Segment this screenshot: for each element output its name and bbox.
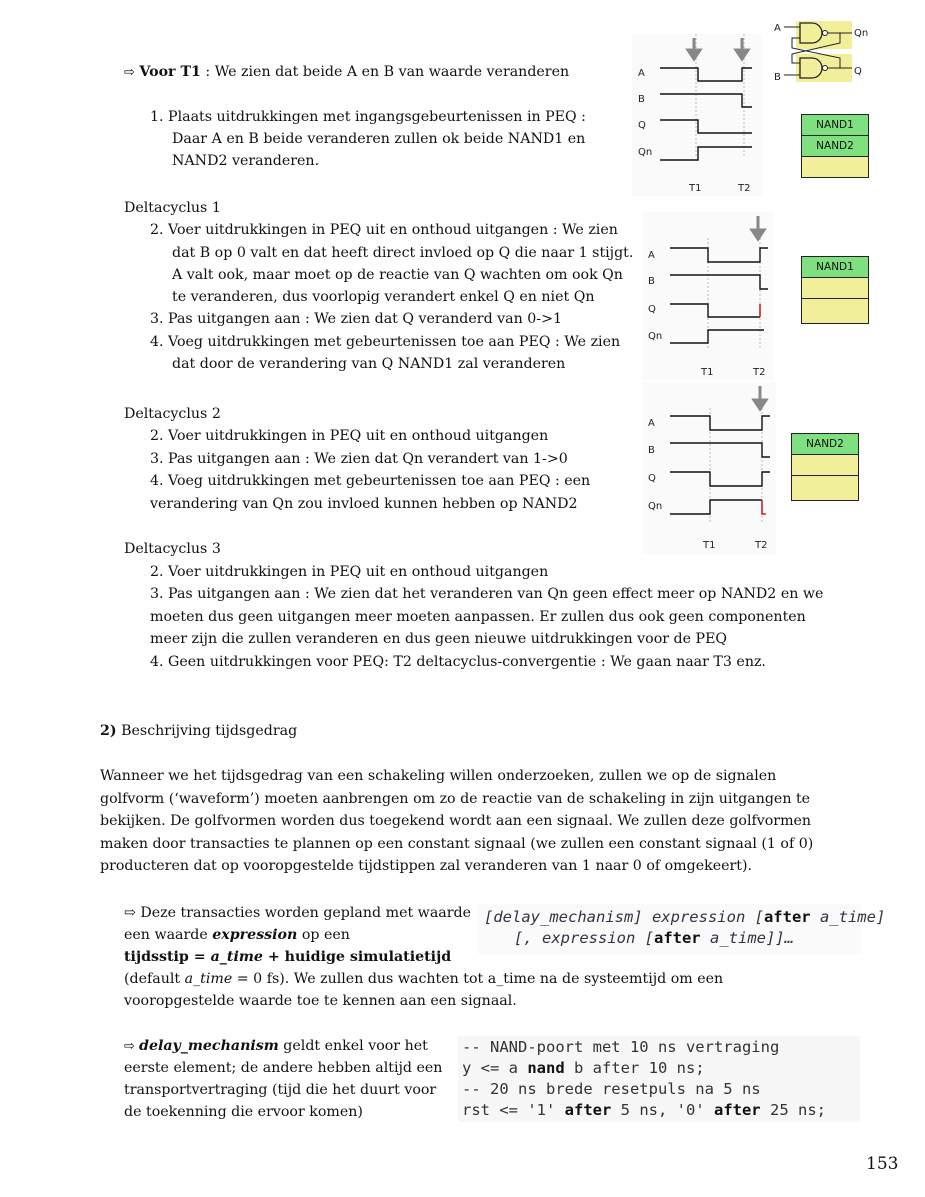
code-line2	[462, 1059, 705, 1077]
step1-line3: NAND2 veranderen.	[172, 153, 320, 169]
c4e: 25 ns;	[760, 1101, 826, 1119]
delay-line4: de toekenning die ervoor komen)	[124, 1104, 363, 1120]
delay-line3: transportvertraging (tijd die het duurt voor	[124, 1082, 437, 1098]
peq-table-3	[791, 433, 859, 501]
trans-l4c: = 0 fs). We zullen dus wachten tot a_time na de systeemtijd om een	[232, 971, 724, 987]
c2a: y <= a	[462, 1059, 528, 1077]
wf1-label-qn: Qn	[638, 147, 653, 158]
trans-expression: expression	[212, 927, 298, 943]
delta3-line1: 2. Voer uitdrukkingen in PEQ uit en onthoud uitgangen	[150, 564, 549, 580]
para-line1: Wanneer we het tijdsgedrag van een schakeling willen onderzoeken, zullen we op de signalen	[100, 768, 777, 784]
section-title: Beschrijving tijdsgedrag	[116, 723, 298, 739]
delta3-line5: 4. Geen uitdrukkingen voor PEQ: T2 deltacyclus-convergentie : We gaan naar T3 enz.	[150, 654, 766, 670]
trans-l2c: op een	[297, 927, 350, 943]
t1-text: : We zien dat beide A en B van waarde veranderen	[200, 64, 570, 80]
peq3-row3	[792, 476, 858, 500]
c4c: 5 ns, '0'	[611, 1101, 714, 1119]
wf3-label-t1: T1	[703, 540, 716, 551]
delta2-line3: 4. Voeg uitdrukkingen met gebeurtenissen toe aan PEQ : een	[150, 473, 591, 489]
waveform-t1	[632, 34, 762, 196]
peq3-row2	[792, 455, 858, 476]
wf2-label-b: B	[648, 276, 655, 287]
trans-atime: a_time	[210, 949, 263, 965]
sig2a: [, expression [	[514, 929, 654, 947]
gate-label-a: A	[774, 23, 781, 34]
peq1-row2: NAND2	[802, 136, 868, 157]
peq-table-1	[801, 114, 869, 178]
wf3-label-b: B	[648, 445, 655, 456]
peq2-row1: NAND1	[802, 257, 868, 278]
peq1-row3	[802, 157, 868, 177]
delta1-title: Deltacyclus 1	[124, 200, 221, 216]
delta2-line4: verandering van Qn zou invloed kunnen hebben op NAND2	[150, 496, 578, 512]
delta1-line6: 4. Voeg uitdrukkingen met gebeurtenissen toe aan PEQ : We zien	[150, 334, 621, 350]
trans-line1: ⇨ Deze transacties worden gepland met waarde	[124, 905, 471, 921]
gate-label-b: B	[774, 72, 781, 83]
wf2-label-a: A	[648, 250, 655, 261]
wf3-bg	[642, 382, 776, 554]
sig2c: a_time]]…	[700, 929, 794, 947]
wf1-label-a: A	[638, 68, 645, 79]
trans-l3c: + huidige simulatietijd	[262, 949, 452, 965]
trans-l2a: een waarde	[124, 927, 213, 943]
step1-line2: Daar A en B beide veranderen zullen ok beide NAND1 en	[172, 131, 586, 147]
para-line5: producteren dat op vooropgestelde tijdstippen zal veranderen van 1 naar 0 of omgekeert).	[100, 858, 753, 874]
c4a: rst <= '1'	[462, 1101, 565, 1119]
c2-nand: nand	[527, 1059, 565, 1077]
gate-label-q: Q	[854, 66, 862, 77]
wf2-label-t1: T1	[701, 367, 714, 378]
para-line3: bekijken. De golfvormen worden dus toegekend wordt aan een signaal. We zullen deze golfvormen	[100, 813, 812, 829]
delta3-line4: meer zijn die zullen veranderen en dus geen nieuwe uitdrukkingen voor de PEQ	[150, 631, 728, 647]
signature-line2	[514, 929, 794, 947]
section-heading	[100, 720, 297, 742]
delay-mechanism-term: delay_mechanism	[139, 1038, 279, 1054]
wf1-label-t1: T1	[689, 183, 702, 194]
peq3-row1: NAND2	[792, 434, 858, 455]
para-line4: maken door transacties te plannen op een constant signaal (we zullen een constant signaal (1 of 0)	[100, 836, 814, 852]
sig2-after: after	[653, 929, 701, 947]
para-line2: golfvorm (‘waveform’) moeten aanbrengen om zo de reactie van de schakeling in zijn uitgangen te	[100, 791, 811, 807]
signature-code-block	[478, 904, 886, 954]
waveform-delta1	[642, 212, 774, 380]
delta3-line3: moeten dus geen uitgangen meer moeten aanpassen. Er zullen dus ook geen componenten	[150, 609, 806, 625]
trans-line4	[124, 968, 723, 990]
delay-line1	[124, 1035, 428, 1058]
trans-line3	[124, 946, 451, 968]
delta2-title: Deltacyclus 2	[124, 406, 221, 422]
trans-line2	[124, 924, 350, 946]
code-line3: -- 20 ns brede resetpuls na 5 ns	[462, 1080, 761, 1098]
delta2-line1: 2. Voer uitdrukkingen in PEQ uit en onthoud uitgangen	[150, 428, 549, 444]
delta1-line4: te veranderen, dus voorlopig verandert enkel Q en niet Qn	[172, 289, 595, 305]
c2c: b after 10 ns;	[564, 1059, 705, 1077]
delta3-title: Deltacyclus 3	[124, 541, 221, 557]
trans-line5: vooropgestelde waarde toe te kennen aan een signaal.	[124, 993, 517, 1009]
nand-latch-diagram	[770, 18, 870, 84]
page-number: 153	[866, 1154, 899, 1174]
wf3-label-t2: T2	[755, 540, 768, 551]
nand-bubble-top	[823, 31, 828, 36]
delta1-line1: 2. Voer uitdrukkingen in PEQ uit en onthoud uitgangen : We zien	[150, 222, 618, 238]
gate-label-qn: Qn	[854, 28, 869, 39]
peq1-row1: NAND1	[802, 115, 868, 136]
trans-atime2: a_time	[184, 971, 233, 987]
wf2-label-q: Q	[648, 304, 656, 315]
sig1a: [delay_mechanism] expression [	[484, 908, 764, 926]
peq2-row2	[802, 278, 868, 299]
wf2-label-qn: Qn	[648, 331, 663, 342]
delta3-line2: 3. Pas uitgangen aan : We zien dat het veranderen van Qn geen effect meer op NAND2 en we	[150, 586, 824, 602]
wf1-label-q: Q	[638, 120, 646, 131]
code-line4	[462, 1101, 826, 1119]
peq-table-2	[801, 256, 869, 324]
peq2-row3	[802, 299, 868, 323]
wf3-label-qn: Qn	[648, 501, 663, 512]
arrow-right-icon: ⇨	[124, 65, 135, 80]
waveform-delta2	[642, 382, 776, 554]
delta1-line5: 3. Pas uitgangen aan : We zien dat Q veranderd van 0->1	[150, 311, 563, 327]
signature-line1	[484, 908, 885, 926]
vhdl-code-block	[458, 1036, 860, 1122]
delay-line2: eerste element; de andere hebben altijd een	[124, 1060, 443, 1076]
code-line1: -- NAND-poort met 10 ns vertraging	[462, 1038, 780, 1056]
step1-line1: 1. Plaats uitdrukkingen met ingangsgebeurtenissen in PEQ :	[150, 109, 586, 125]
wf2-label-t2: T2	[753, 367, 766, 378]
c4-after1: after	[564, 1101, 612, 1119]
delta2-line2: 3. Pas uitgangen aan : We zien dat Qn verandert van 1->0	[150, 451, 568, 467]
delta1-line7: dat door de verandering van Q NAND1 zal veranderen	[172, 356, 566, 372]
delta1-line2: dat B op 0 valt en dat heeft direct invloed op Q die naar 1 stijgt.	[172, 245, 634, 261]
section-number: 2)	[100, 723, 117, 739]
arrow-right-icon: ⇨	[124, 1039, 140, 1054]
t1-line	[124, 64, 569, 80]
delay-l1c: geldt enkel voor het	[278, 1038, 428, 1054]
wf1-label-t2: T2	[738, 183, 751, 194]
t1-heading: Voor T1	[139, 64, 201, 80]
nand-bubble-bottom	[823, 66, 828, 71]
wf1-label-b: B	[638, 94, 645, 105]
wf3-label-q: Q	[648, 473, 656, 484]
c4-after2: after	[713, 1101, 761, 1119]
sig1c: a_time]	[810, 908, 886, 926]
delta1-line3: A valt ook, maar moet op de reactie van Q wachten om ook Qn	[172, 267, 623, 283]
sig1-after: after	[763, 908, 811, 926]
wf3-label-a: A	[648, 418, 655, 429]
trans-l3a: tijdsstip =	[124, 949, 211, 965]
trans-l4a: (default	[124, 971, 185, 987]
